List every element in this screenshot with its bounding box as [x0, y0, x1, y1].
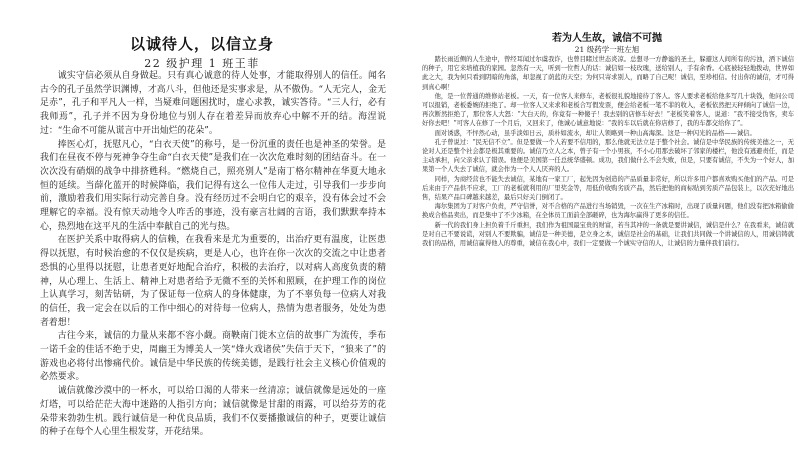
right-page — [416, 0, 798, 464]
paragraph: 在医护关系中取得病人的信赖，在我看来是尤为重要的，出治疗更有温度，让医患得以抚慰，有时候治愈的不仅仅是疾病，更是人心，也许在你一次次的交流之中让患者恐惧的心里得以抚慰，让患者更好地配合治疗，积极的去治疗，以对病人高度负责的精神，从心理上、生活上、精神上对患者给予无微不至的关怀和照顾，在护理工作的岗位上认真学习，刻苦钻研，为了保证每一位病人的身体健康，为了不辜负每一位病人对我的信任，我一定会在以后的工作中细心的对待每一位病人，热情为患者服务，处处为患者着想！ — [40, 235, 386, 328]
essay-body-left — [40, 70, 386, 440]
paragraph: 他，是一位普通的维修站老板。一天，有一位客人来修车，老板很礼貌地接待了客人。客人要求老板给他多写几十块钱，他问公司可以报销，老板委婉的拒绝了。却一位客人又来求和老板合写假发票，便会给老板一笔不菲的收入，老板依然把天秤倾向了诚信一边，再次断然拒绝了，那位客人大怒：“大白天的，你竟有一种傻子！我去别的店修车好去！”老板笑着客人，说道：“我不接受伪客，卖车好你去吧！”可客人在修了一个月后，又回来了，他诚心诚意地说：“我的车以后就在你店修了，我的车都交给你了”。 — [422, 92, 794, 128]
paragraph: 孔子曾说过：“民无信不立”。但是要做一个人若要不信用的，那么他就无法立足于整个社会。诚信是中华民族的传统美德之一，无论对人还是整个社会都是极其重要的。诚信乃立人之本，曾子有一个小男孩，不小心用那去破坏了邻家的楼栏，他没有逃避责任，而是主动承担，向父亲求认了错误。他便是美国第一任总统华盛顿。成功，我们做什么不会失败，但是，只要有诚信，不失为一个好人，加果第一个人失去了诚信，就会作为一个人人厌弃的人。 — [422, 138, 794, 174]
page-gutter — [406, 0, 414, 464]
paragraph: 新一代的我们身上担负着千斤重担，我们作为祖国最宝贵的财富，若当其冲的一条就是要讲诚信，诚信是什么？在我看来，诚信就是对自己不要说谎，对别人不要欺骗，诚信是一种美德，是立身之本，诚信是社会的基础，让我们共同做一个讲诚信的人，用诚信铸就我们的品格，用诚信赢得他人的尊重，诚信在我心中，我们一定要做一个诚实守信的人，让诚信的力量伴我们前行。 — [422, 221, 794, 248]
paragraph: 面对诱惑，不怦然心动，虽乎淡如日云，质朴如流水，却让人领略到一种山高海深。这是一种闪光的品格——诚信。 — [434, 129, 756, 137]
paragraph: 同样，为商经营也不能失去诚信，某地有一家工厂，起先因为创造的产品质量非常好，所以许多用户都喜欢购买他们的产品。可是后来由于产品供不应求，工厂的老板就利用的厂里奖金等，用低价收购劣质产品，然后把他的商标贴到劣质产品包装上，以次充好地出售，结果产品口碑越来越差，最后只好关门倒闭了。 — [422, 175, 794, 202]
paragraph: 捧医心灯，抚慰凡心，“白衣天使”的称号，是一份沉重的责任也是神圣的荣誉。是我们在昼夜不停与死神争夺生命“白衣天使”是我们在一次次危难时刻的团结奋斗。在一次次没有硝烟的战争中排挤甦科。“燃烧自己，照亮别人”是南丁格尔精神在华夏大地永恒的延续。当薛化蓝开的时候降临，我们记得有这么一位伟人走过，引导我们一步步向前，激励着我们用实际行动完善自身。没有经历过不会明白它的艰辛，没有体会过不会理解它的幸福。没有惊天动地令人咋舌的事迹，没有豪言壮阔的言语，我们默默奉持本心，热烈地在这平凡的生活中奉献自己的光与热。 — [40, 139, 386, 232]
essay-title-right: 若为人生故，诚信不可抛 — [552, 33, 662, 44]
paragraph: 诚实守信必须从自身做起。只有真心诚意的待人处事，才能取得别人的信任。闻名古今的孔子虽然学识渊博，才高八斗，但他还是实事求是，从不傲伪。“人无完人，金无足赤”，孔子和平凡人一样，当疑难问题困扰时，虚心求教，诚实答待。“三人行，必有我师焉”，孔子并不因为身份地位与别人存在着差异而放弃心中解不开的结。海涅说过：“生命不可能从谎言中开出灿烂的花朵”。 — [40, 71, 386, 136]
essay-title-left: 以诚待人，以信立身 — [129, 35, 274, 53]
essay-body-right — [422, 55, 794, 248]
essay-author-right: 21 级药学一班左旭 — [574, 45, 640, 54]
paragraph: 海尔集团为了对客户负责，严守信誉，对不合格的产品进行当场销毁，一次在生产冰箱时，出现了质量问题，他们没有把冰箱偷偷换成合格品卖出，而是集中了不少冰箱，在全体员工面前全部砸碎，也为海尔赢得了更多的信任。 — [422, 203, 794, 220]
essay-author-left: 22 级护理 1 班王菲 — [144, 57, 260, 70]
paragraph: 诚信就像沙漠中的一杯水，可以给口渴的人带来一丝清凉；诚信就像是远处的一座灯塔，可以给茫茫大海中迷路的人指引方向；诚信就像是甘甜的雨露，可以给芬芳的花朵带来勃勃生机。践行诚信是一种优良品质，我们不仅要播撒诚信的种子，更要让诚信的种子在每个人心里生根发芽，开花结果。 — [40, 386, 386, 438]
paragraph: 踏长雨近侧的人生途中，曾经耳闻过尔虞我诈，也曾目睹过世态炎凉。总想寻一方静谧的圣土，躲避这人间所有的污浊，洒下诚信的种子，用它来培植我的家园。忽然有一天，听到一位哲人的话：诚信如一枝玫瑰，送给别人，手有余香。心底被轻轻地拨动，世界如此之大，我为何只看到阴暗的角落，却忽视了荫蓝的天空；为何只寄求别人，而略了自己呢！诚信，至珍相信。付出你的诚信，才可得到真心啊！ — [422, 56, 794, 91]
paragraph: 古往今来，诚信的力量从来都不容小觑。商鞅南门徙木立信的故事广为流传，季布一诺千金的佳话不绝于史，周幽王为博美人一笑“烽火戏诸侯”失信于天下，“狼来了”的游戏也必将付出惨痛代价。诚信是中华民族的传统美德，是践行社会主义核心价值观的必然要求。 — [40, 331, 386, 383]
